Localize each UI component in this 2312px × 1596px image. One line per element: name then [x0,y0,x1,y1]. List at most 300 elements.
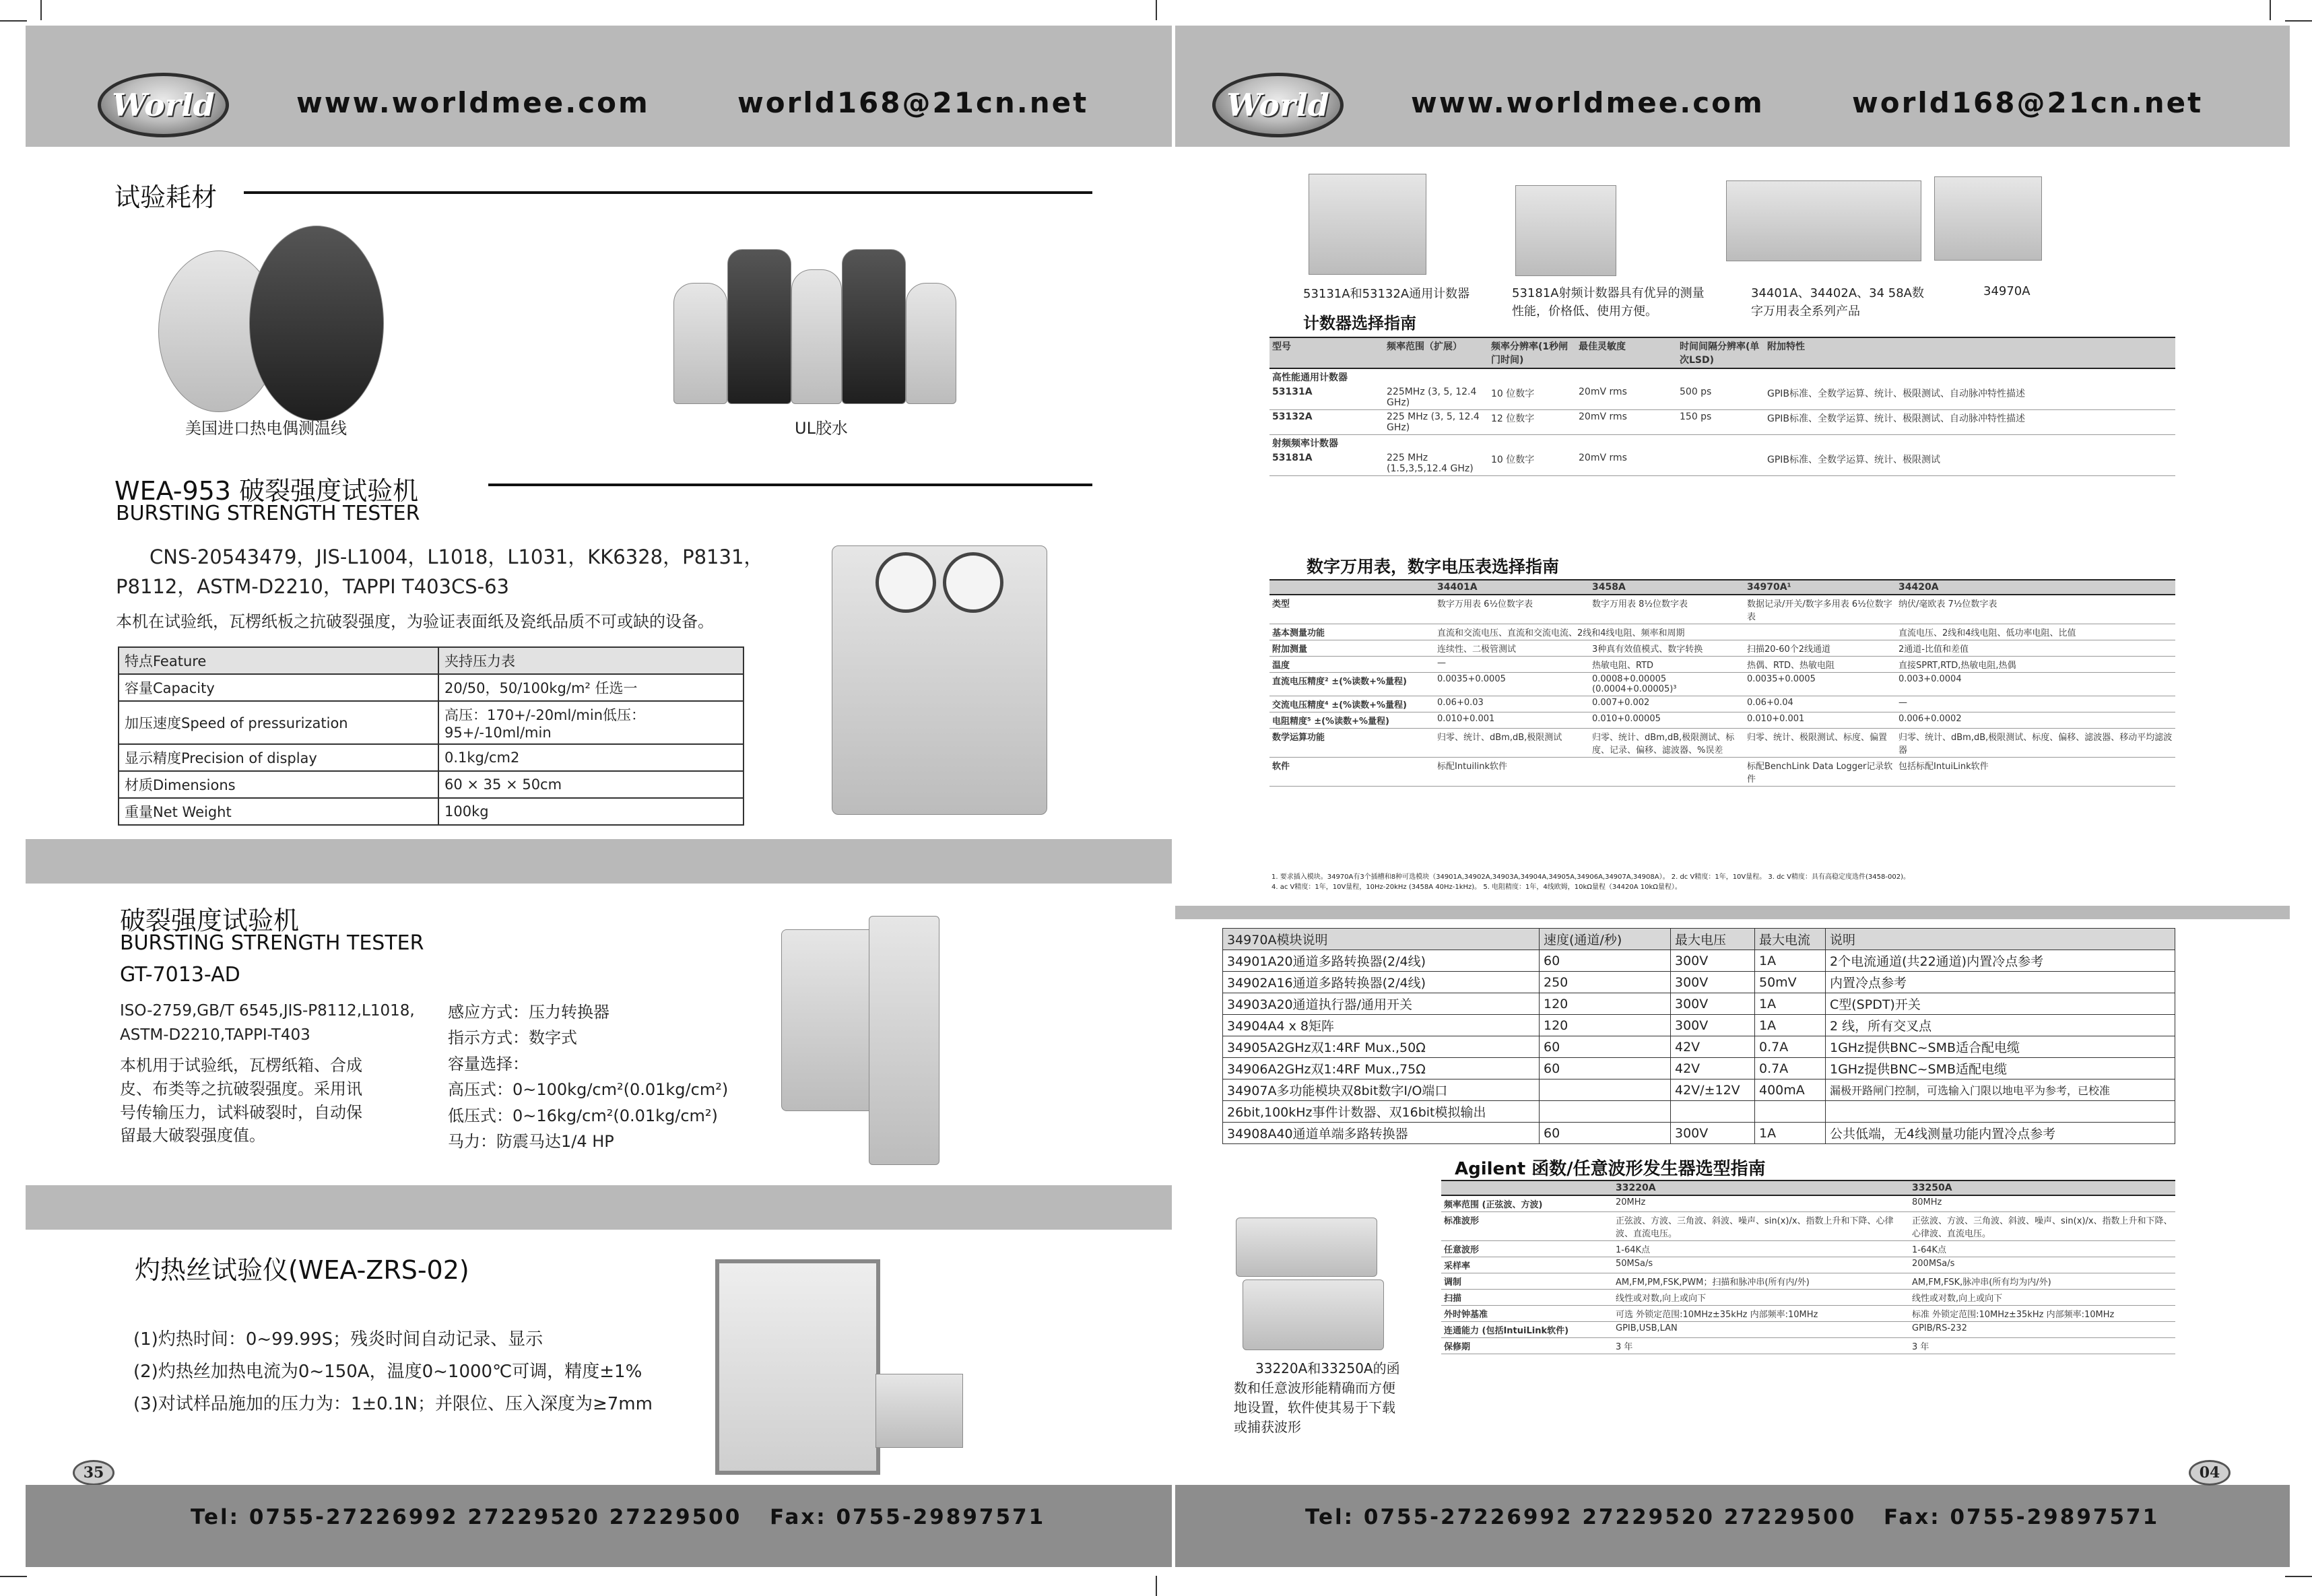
title-rule [244,191,1092,194]
feature-line: 容量选择： [448,1054,529,1073]
table-cell: 0.06+0.03 [1434,696,1589,712]
spec-label: 重量Net Weight [119,798,438,825]
table-cell: 225 MHz (3, 5, 12.4 GHz) [1384,410,1488,435]
table-header-row [1269,580,2175,595]
table-cell [1677,451,1764,476]
crop-mark [2270,0,2271,20]
feature-line: 感应方式：压力转换器 [448,1003,609,1022]
table-row [1223,1058,2175,1079]
table-cell: C型(SPDT)开关 [1826,993,2175,1015]
table-row [1441,1290,2175,1306]
table-row [1269,696,2175,712]
glowwire-spec-line: (1)灼热时间：0~99.99S；残炎时间自动记录、显示 [133,1329,543,1350]
table-cell: 公共低端，无4线测量功能内置冷点参考 [1826,1123,2175,1144]
product-caption: 53181A射频计数器具有优异的测量性能，价格低、使用方便。 [1512,286,1705,319]
crop-mark [0,1576,27,1577]
footnote: 4. ac V精度：1年，10V量程，10Hz-20kHz (3458A 40Hz-1kHz)。 5. 电阻精度：1年，4线欧姆，10kΩ量程（34420A 10kΩ量程）。 [1271,884,1682,891]
wea953-subtitle: BURSTING STRENGTH TESTER [116,502,420,525]
table-cell: 26bit,100kHz事件计数器、双16bit模拟输出 [1223,1101,1540,1123]
table-cell: 0.7A [1755,1036,1826,1058]
glowwire-spec-line: (3)对试样品施加的压力为：1±0.1N；并限位、压入深度为≥7mm [133,1394,653,1415]
logo-text: World [1226,87,1329,123]
table-row [1441,1338,2175,1354]
wea953-title: WEA-953 破裂强度试验机 [114,476,419,506]
caption-line: 或捕获波形 [1234,1419,1301,1435]
table-cell: 34901A20通道多路转换器(2/4线) [1223,950,1540,972]
table-cell: 调制 [1441,1273,1613,1290]
column-header: 最大电流 [1755,929,1826,950]
table-cell: 3 年 [1613,1338,1909,1354]
crop-mark [2285,1576,2312,1577]
table-cell: 225MHz (3, 5, 12.4 GHz) [1384,385,1488,410]
table-cell: 热偶、RTD、热敏电阻 [1744,657,1896,673]
page-number-right: 04 [2189,1460,2231,1486]
table-cell: 10 位数字 [1488,451,1576,476]
table-cell: 34906A2GHz双1:4RF Mux.,75Ω [1223,1058,1540,1079]
table-cell: 0.0035+0.0005 [1744,673,1896,696]
table-cell: 标配BenchLink Data Logger记录软件 [1744,758,1896,787]
gt7013-title: 破裂强度试验机 [120,906,300,935]
wea953-spec-table [118,646,744,826]
glowwire-title: 灼热丝试验仪(WEA-ZRS-02) [135,1255,469,1285]
glowwire-spec-line: (2)灼热丝加热电流为0~150A，温度0~1000℃可调，精度±1% [133,1362,642,1383]
table-cell: 0.006+0.0002 [1896,712,2175,729]
func-gen-title: Agilent 函数/任意波形发生器选型指南 [1455,1159,1766,1179]
feature-line: 马力：防震马达1/4 HP [448,1131,614,1151]
table-cell: 12 位数字 [1488,410,1576,435]
table-cell: 扫描20-60个2线通道 [1744,640,1896,657]
table-cell: 基本测量功能 [1269,624,1434,640]
table-cell: 0.010+0.001 [1434,712,1589,729]
table-cell: 包括标配IntuiLink软件 [1896,758,2175,787]
table-row [1269,729,2175,758]
table-cell: 0.7A [1755,1058,1826,1079]
column-header: 34970A¹ [1744,580,1896,595]
dmm-footnotes [1271,872,2177,892]
table-cell: — [1434,657,1589,673]
table-row [1269,673,2175,696]
spec-value: 100kg [438,798,744,825]
table-cell: 可选 外锁定范围:10MHz±35kHz 内部频率:10MHz [1613,1306,1909,1322]
spec-label: 加压速度Speed of pressurization [119,701,438,744]
table-cell: 53132A [1269,410,1384,435]
table-cell: 2通道-比值和差值 [1896,640,2175,657]
column-header: 时间间隔分辨率(单次LSD) [1677,337,1764,368]
table-cell: 1A [1755,1015,1826,1036]
glue-bottle-image [842,249,906,404]
header-email[interactable]: world168@21cn.net [1852,86,2204,119]
group-label: 高性能通用计数器 [1272,372,1348,383]
footer-fax[interactable]: Fax: 0755-29897571 [1884,1505,2160,1529]
table-cell: 扫描 [1441,1290,1613,1306]
table-cell: AM,FM,FSK,脉冲串(所有均为内/外) [1909,1273,2175,1290]
glue-bottle-image [673,283,727,404]
spec-value: 夹持压力表 [438,647,744,674]
footer-phones[interactable]: Tel: 0755-27226992 27229520 27229500 [191,1505,742,1529]
column-header: 说明 [1826,929,2175,950]
spec-row [119,674,744,701]
description-line: 号传输压力，试料破裂时，自动保 [120,1102,362,1122]
table-cell: GPIB标准、全数学运算、统计、极限测试、自动脉冲特性描述 [1764,410,2175,435]
counter-53131a-image [1309,174,1426,275]
table-cell: 0.06+0.04 [1744,696,1896,712]
table-cell [1671,1101,1755,1123]
table-row [1441,1306,2175,1322]
dmm-guide-title: 数字万用表，数字电压表选择指南 [1307,557,1560,576]
table-cell: AM,FM,PM,FSK,PWM；扫描和脉冲串(所有内/外) [1613,1273,1909,1290]
table-cell: 1GHz提供BNC~SMB适配电缆 [1826,1058,2175,1079]
table-cell: 225 MHz (1.5,3,5,12.4 GHz) [1384,451,1488,476]
caption-line: 数和任意波形能精确而方便 [1234,1380,1395,1396]
section-band [26,839,1172,884]
table-cell: 0.0035+0.0005 [1434,673,1589,696]
header-email[interactable]: world168@21cn.net [737,86,1089,119]
table-cell: 500 ps [1677,385,1764,410]
dmm-family-image [1726,180,1921,261]
world-logo[interactable] [98,73,229,137]
table-cell: 34903A20通道执行器/通用开关 [1223,993,1540,1015]
product-caption: 34401A、34402A、34 58A数字万用表全系列产品 [1751,286,1924,319]
spec-row [119,701,744,744]
table-cell: 电阻精度⁵ ±(%读数+%量程) [1269,712,1434,729]
table-cell [1755,1101,1826,1123]
table-cell [1540,1101,1671,1123]
glue-caption: UL胶水 [795,419,848,438]
table-cell: 0.007+0.002 [1589,696,1744,712]
table-cell: 1A [1755,1123,1826,1144]
glow-wire-controller-image [876,1374,963,1448]
spec-value: 60 × 35 × 50cm [438,771,744,798]
table-cell: 20mV rms [1576,451,1677,476]
counter-guide-table [1269,337,2175,476]
table-cell: GPIB标准、全数学运算、统计、极限测试、自动脉冲特性描述 [1764,385,2175,410]
table-cell: 34907A多功能模块双8bit数字I/O端口 [1223,1079,1540,1101]
table-cell: 60 [1540,950,1671,972]
table-cell: 1A [1755,993,1826,1015]
glue-bottle-image [727,249,791,404]
table-row [1269,640,2175,657]
gt7013-subtitle: BURSTING STRENGTH TESTER [120,931,424,955]
table-cell: 连通能力 (包括IntuiLink软件) [1441,1322,1613,1338]
spec-row [119,744,744,771]
table-cell: 直流电压精度² ±(%读数+%量程) [1269,673,1434,696]
table-row [1223,972,2175,993]
table-cell [1540,1079,1671,1101]
table-cell: 34908A40通道单端多路转换器 [1223,1123,1540,1144]
gt7013-machine-image [869,916,939,1165]
column-header: 附加特性 [1764,337,2175,368]
crop-mark [0,20,27,22]
table-cell: GPIB/RS-232 [1909,1322,2175,1338]
table-cell: 20mV rms [1576,385,1677,410]
glue-bottle-image [906,283,956,404]
table-cell: 归零、统计、dBm,dB,极限测试、标度、偏移、滤波器、移动平均滤波器 [1896,729,2175,758]
column-header: 频率范围（扩展） [1384,337,1488,368]
thermocouple-caption: 美国进口热电偶测温线 [185,419,347,438]
header-url[interactable]: www.worldmee.com [296,86,650,119]
pressure-gauge-image [876,552,936,613]
pressure-gauge-image [943,552,1003,613]
column-header: 33250A [1909,1181,2175,1195]
table-cell: 250 [1540,972,1671,993]
table-cell: 400mA [1755,1079,1826,1101]
product-caption: 34970A [1983,284,2030,298]
table-cell: 42V [1671,1058,1755,1079]
table-cell: 120 [1540,993,1671,1015]
column-header: 34970A模块说明 [1223,929,1540,950]
column-header: 速度(通道/秒) [1540,929,1671,950]
column-header [1441,1181,1613,1195]
crop-mark [1156,1576,1157,1596]
table-cell: 50mV [1755,972,1826,993]
table-cell: 53131A [1269,385,1384,410]
standards-line: ASTM-D2210,TAPPI-T403 [120,1026,310,1044]
table-cell: 数据记录/开关/数字多用表 6½位数字表 [1744,595,1896,624]
feature-line: 低压式：0~16kg/cm²(0.01kg/cm²) [448,1106,718,1125]
table-row [1441,1257,2175,1273]
column-header: 频率分辨率(1秒闸门时间) [1488,337,1576,368]
table-cell: 纳伏/毫欧表 7½位数字表 [1896,595,2175,624]
table-header-row [1441,1181,2175,1195]
table-cell: 42V/±12V [1671,1079,1755,1101]
table-cell: 直流电压、2线和4线电阻、低功率电阻、比值 [1896,624,2175,640]
table-row [1223,950,2175,972]
glow-wire-chamber-image [715,1259,880,1475]
table-cell: 34904A4 x 8矩阵 [1223,1015,1540,1036]
table-cell: 0.010+0.001 [1744,712,1896,729]
module-table [1222,928,2175,1144]
table-row [1223,1036,2175,1058]
table-cell: 2 线，所有交叉点 [1826,1015,2175,1036]
page-number-left: 35 [73,1460,114,1486]
table-cell: 数学运算功能 [1269,729,1434,758]
column-header: 34401A [1434,580,1589,595]
table-cell: 34905A2GHz双1:4RF Mux.,50Ω [1223,1036,1540,1058]
table-cell: 热敏电阻、RTD [1589,657,1744,673]
table-cell [1589,758,1744,787]
caption-line: 33220A和33250A的函 [1255,1360,1400,1376]
caption-line: 地设置，软件使其易于下载 [1234,1399,1395,1416]
counter-53181a-image [1515,185,1616,276]
thermocouple-wire-spool-image [249,226,384,421]
table-cell: 60 [1540,1058,1671,1079]
table-cell: 50MSa/s [1613,1257,1909,1273]
daq-34970a-image [1934,176,2042,261]
description-line: 本机用于试验纸，瓦楞纸箱、合成 [120,1056,362,1075]
section-band [1175,906,2290,919]
spec-label: 材质Dimensions [119,771,438,798]
table-group-row [1269,368,2175,385]
table-row [1269,712,2175,729]
func-gen-table [1441,1180,2175,1354]
dmm-guide-table [1269,579,2175,787]
table-cell: 300V [1671,993,1755,1015]
table-row [1223,993,2175,1015]
table-cell: 20mV rms [1576,410,1677,435]
function-generator-image [1243,1279,1384,1350]
table-cell: 20MHz [1613,1195,1909,1212]
description-line: 留最大破裂强度值。 [120,1126,265,1145]
table-cell: 150 ps [1677,410,1764,435]
table-row [1269,657,2175,673]
footnote: 1. 要求插入模块。34970A有3个插槽和8种可选模块（34901A,34902A,34903A,34904A,34905A,34906A,34907A,34908A）。 2. dc V精度：1年，10V量程。 3. dc V精度：具有高稳定度选件(3458-002)。 [1271,873,1910,881]
crop-mark [40,0,42,20]
table-cell: 1-64K点 [1613,1241,1909,1257]
spec-label: 显示精度Precision of display [119,744,438,771]
table-cell: 数字万用表 8½位数字表 [1589,595,1744,624]
table-row [1441,1322,2175,1338]
table-cell: 漏极开路闸门控制，可选输入门限以地电平为参考，已校准 [1826,1079,2175,1101]
table-cell: 120 [1540,1015,1671,1036]
table-cell: 300V [1671,972,1755,993]
table-cell: 300V [1671,950,1755,972]
spec-label: 特点Feature [119,647,438,674]
table-header-row [1223,929,2175,950]
section-band [26,1185,1172,1230]
table-cell: 3种真有效值模式、数字转换 [1589,640,1744,657]
table-row [1269,385,2175,410]
table-cell: 1-64K点 [1909,1241,2175,1257]
counter-guide-title: 计数器选择指南 [1303,314,1416,333]
table-cell: 标准波形 [1441,1212,1613,1241]
table-row [1269,451,2175,476]
feature-line: 高压式：0~100kg/cm²(0.01kg/cm²) [448,1080,729,1100]
table-cell: 1A [1755,950,1826,972]
function-generator-image [1236,1218,1377,1277]
table-row [1223,1101,2175,1123]
crop-mark [1156,0,1157,20]
table-cell: 类型 [1269,595,1434,624]
table-cell: 300V [1671,1123,1755,1144]
table-row [1441,1195,2175,1212]
table-cell: 标准 外锁定范围:10MHz±35kHz 内部频率:10MHz [1909,1306,2175,1322]
table-cell: 3 年 [1909,1338,2175,1354]
column-header: 34420A [1896,580,2175,595]
spec-value: 20/50，50/100kg/m² 任选一 [438,674,744,701]
table-cell: 频率范围 (正弦波、方波) [1441,1195,1613,1212]
gt7013-features [448,999,728,1154]
table-cell: 软件 [1269,758,1434,787]
table-cell: 0.0008+0.00005 (0.0004+0.00005)³ [1589,673,1744,696]
column-header [1269,580,1434,595]
footer-fax[interactable]: Fax: 0755-29897571 [770,1505,1046,1529]
table-row [1269,624,2175,640]
group-label: 射频频率计数器 [1272,438,1338,449]
table-cell: 温度 [1269,657,1434,673]
table-cell: 线性或对数,向上或向下 [1909,1290,2175,1306]
crop-mark [2285,20,2312,22]
table-cell: 正弦波、方波、三角波、斜波、噪声、sin(x)/x、指数上升和下降、心律波、直流电压。 [1613,1212,1909,1241]
table-cell: 42V [1671,1036,1755,1058]
column-header: 33220A [1613,1181,1909,1195]
column-header: 最大电压 [1671,929,1755,950]
wea953-standards-2: P8112，ASTM-D2210，TAPPI T403CS-63 [116,575,510,598]
spec-row [119,771,744,798]
table-row [1223,1123,2175,1144]
table-cell: 标配Intuilink软件 [1434,758,1589,787]
table-cell: 200MSa/s [1909,1257,2175,1273]
table-cell: 0.003+0.0004 [1896,673,2175,696]
header-url[interactable]: www.worldmee.com [1411,86,1764,119]
table-cell: 34902A16通道多路转换器(2/4线) [1223,972,1540,993]
table-cell: GPIB,USB,LAN [1613,1322,1909,1338]
gt7013-description [120,1054,362,1148]
table-row [1223,1079,2175,1101]
table-cell: GPIB标准、全数学运算、统计、极限测试 [1764,451,2175,476]
glowwire-specs [133,1323,653,1420]
title-rule [488,484,1092,486]
column-header: 最佳灵敏度 [1576,337,1677,368]
bursting-tester-machine-image [832,545,1047,815]
feature-line: 指示方式：数字式 [448,1028,577,1048]
func-gen-caption [1234,1359,1400,1437]
table-cell: 保修期 [1441,1338,1613,1354]
wea953-description: 本机在试验纸，瓦楞纸板之抗破裂强度，为验证表面纸及瓷纸品质不可或缺的设备。 [116,612,714,631]
table-row [1269,595,2175,624]
table-cell: 53181A [1269,451,1384,476]
table-cell: 60 [1540,1123,1671,1144]
column-header: 型号 [1269,337,1384,368]
consumables-title: 试验耗材 [114,182,218,212]
table-cell: 2个电流通道(共22通道)内置冷点参考 [1826,950,2175,972]
table-row [1441,1212,2175,1241]
gt7013-standards [120,999,415,1047]
table-cell: 直流和交流电压、直流和交流电流、2线和4线电阻、频率和周期 [1434,624,1896,640]
table-row [1269,410,2175,435]
table-cell: 内置冷点参考 [1826,972,2175,993]
table-cell: 交流电压精度⁴ ±(%读数+%量程) [1269,696,1434,712]
logo-text: World [112,87,215,123]
table-cell: 附加测量 [1269,640,1434,657]
table-cell: 60 [1540,1036,1671,1058]
glue-bottle-image [791,269,842,404]
table-cell: 0.010+0.00005 [1589,712,1744,729]
spec-value: 高压：170+/-20ml/min低压：95+/-10ml/min [438,701,744,744]
table-cell: 采样率 [1441,1257,1613,1273]
column-header: 3458A [1589,580,1744,595]
world-logo[interactable] [1212,73,1344,137]
table-row [1441,1273,2175,1290]
table-cell: 归零、统计、极限测试、标度、偏置 [1744,729,1896,758]
gt7013-model: GT-7013-AD [120,963,240,987]
product-caption: 53131A和53132A通用计数器 [1303,287,1470,301]
table-cell: 归零、统计、dBm,dB,极限测试 [1434,729,1589,758]
table-row [1269,758,2175,787]
table-cell: 线性或对数,向上或向下 [1613,1290,1909,1306]
spec-row [119,647,744,674]
spec-value: 0.1kg/cm2 [438,744,744,771]
table-cell: 任意波形 [1441,1241,1613,1257]
table-cell [1826,1101,2175,1123]
table-header-row [1269,337,2175,368]
spec-label: 容量Capacity [119,674,438,701]
spec-row [119,798,744,825]
description-line: 皮、布类等之抗破裂强度。采用讯 [120,1079,362,1098]
footer-phones[interactable]: Tel: 0755-27226992 27229520 27229500 [1305,1505,1857,1529]
table-cell: 连续性、二极管测试 [1434,640,1589,657]
table-cell: 正弦波、方波、三角波、斜波、噪声、sin(x)/x、指数上升和下降、心律波、直流电压。 [1909,1212,2175,1241]
table-group-row [1269,435,2175,452]
standards-line: ISO-2759,GB/T 6545,JIS-P8112,L1018, [120,1002,415,1020]
table-cell: 数字万用表 6½位数字表 [1434,595,1589,624]
wea953-standards-1: CNS-20543479，JIS-L1004，L1018，L1031，KK6328，P8131， [150,545,764,568]
table-cell: 1GHz提供BNC~SMB适合配电缆 [1826,1036,2175,1058]
table-cell: 直接SPRT,RTD,热敏电阻,热偶 [1896,657,2175,673]
table-cell: 300V [1671,1015,1755,1036]
table-cell: 80MHz [1909,1195,2175,1212]
table-row [1223,1015,2175,1036]
table-cell: 10 位数字 [1488,385,1576,410]
